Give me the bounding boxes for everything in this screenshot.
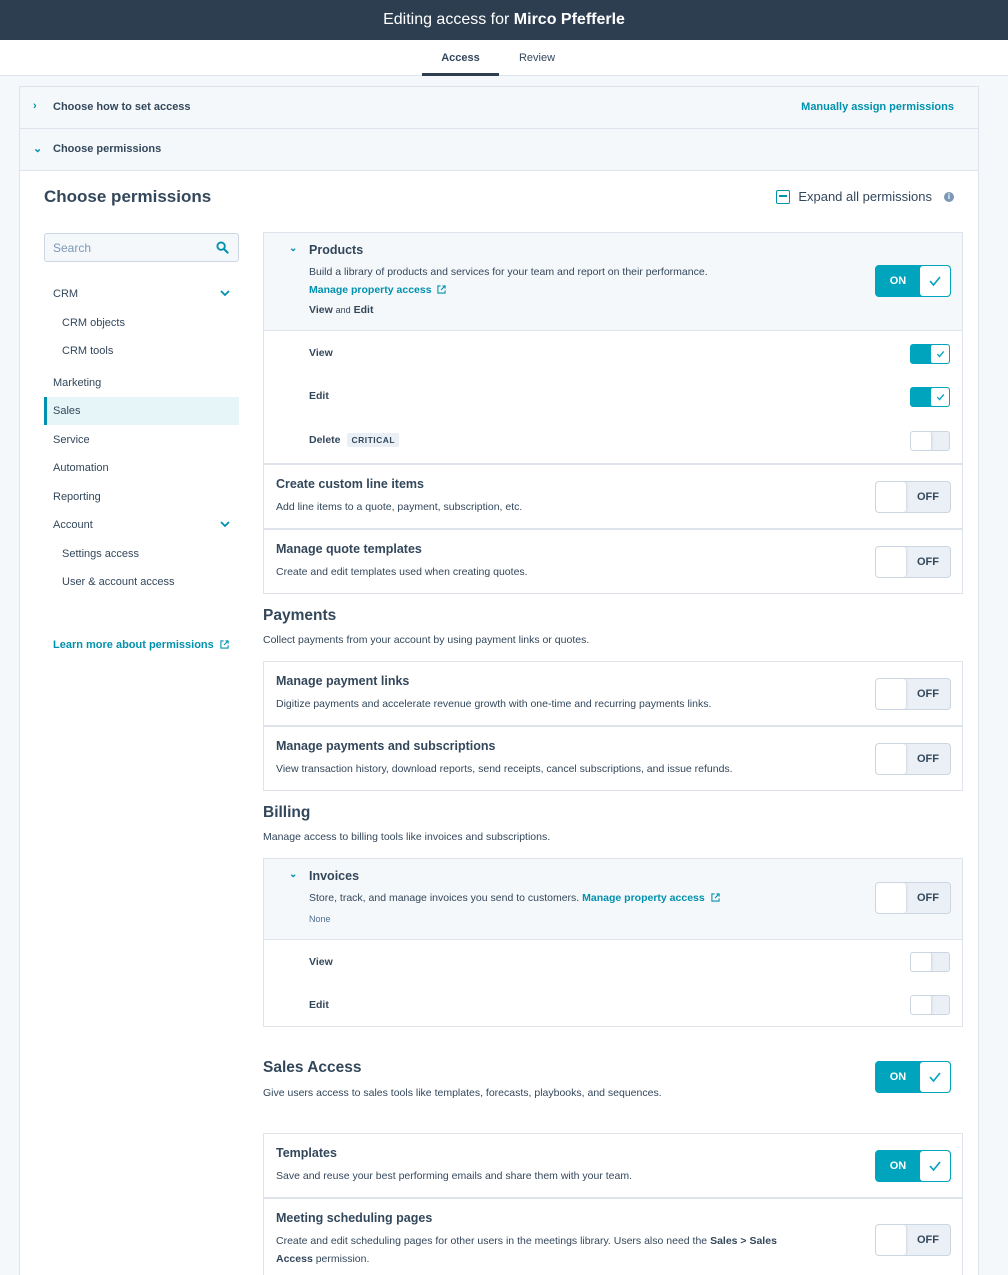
- payments-desc: Collect payments from your account by using payment links or quotes.: [263, 634, 590, 646]
- toggle-label: ON: [889, 1160, 907, 1172]
- toggle-label: OFF: [917, 753, 939, 765]
- sales-access-toggle[interactable]: [875, 1061, 951, 1093]
- custom-line-items-section: [263, 464, 963, 529]
- page-header: [0, 0, 1008, 40]
- custom-line-items-toggle[interactable]: [875, 481, 951, 513]
- invoices-view-row: [264, 939, 962, 983]
- toggle-label: ON: [889, 275, 907, 287]
- products-delete-toggle[interactable]: [910, 431, 950, 451]
- toggle-knob: [911, 953, 931, 971]
- payment-links-toggle[interactable]: [875, 678, 951, 710]
- toggle-label: OFF: [917, 556, 939, 568]
- toggle-knob: [911, 996, 931, 1014]
- toggle-label: ON: [889, 1071, 907, 1083]
- summary-and: and: [335, 305, 351, 315]
- sidebar-item-automation[interactable]: Automation: [53, 462, 109, 474]
- quote-templates-title: Manage quote templates: [276, 542, 422, 556]
- products-desc: Build a library of products and services for your team and report on their performance.: [309, 266, 708, 278]
- toggle-knob: [876, 679, 906, 709]
- invoices-view-toggle[interactable]: [910, 952, 950, 972]
- sidebar-item-crm-objects[interactable]: CRM objects: [62, 317, 125, 329]
- invoices-desc: Store, track, and manage invoices you send to customers.: [309, 892, 580, 904]
- search-input[interactable]: [45, 234, 205, 261]
- toggle-knob: [876, 547, 906, 577]
- manually-assign-link[interactable]: Manually assign permissions: [801, 101, 954, 113]
- external-link-icon: [711, 893, 720, 902]
- meeting-scheduling-toggle[interactable]: [875, 1224, 951, 1256]
- products-summary: [309, 304, 373, 316]
- expand-all-permissions[interactable]: [776, 189, 954, 204]
- summary-view: View: [309, 304, 333, 316]
- meeting-desc-2: permission.: [315, 1253, 370, 1265]
- chevron-down-icon: ⌄: [33, 143, 43, 155]
- sidebar-item-sales[interactable]: Sales: [44, 397, 239, 425]
- custom-line-items-desc: Add line items to a quote, payment, subscription, etc.: [276, 501, 523, 513]
- meeting-scheduling-section: [263, 1198, 963, 1275]
- chevron-right-icon: ›: [33, 100, 37, 112]
- invoices-property-link[interactable]: Manage property access: [582, 892, 705, 904]
- products-edit-toggle[interactable]: [910, 387, 950, 407]
- tab-bar: [0, 40, 1008, 76]
- invoices-desc-line: [309, 892, 720, 904]
- header-prefix: Editing access for: [383, 11, 510, 28]
- accordion-set-access[interactable]: [20, 87, 978, 129]
- expand-all-label: Expand all permissions: [798, 189, 932, 204]
- products-delete-row: [264, 418, 962, 463]
- meeting-desc-1: Create and edit scheduling pages for other users in the meetings library. Users also need the: [276, 1235, 708, 1247]
- templates-title: Templates: [276, 1146, 337, 1160]
- sidebar-item-marketing[interactable]: Marketing: [53, 377, 102, 389]
- quote-templates-section: [263, 529, 963, 594]
- quote-templates-desc: Create and edit templates used when creating quotes.: [276, 566, 528, 578]
- products-property-link[interactable]: [309, 284, 446, 296]
- invoices-toggle[interactable]: [875, 882, 951, 914]
- templates-toggle[interactable]: [875, 1150, 951, 1182]
- toggle-label: OFF: [917, 491, 939, 503]
- payment-links-desc: Digitize payments and accelerate revenue growth with one-time and recurring payments links.: [276, 698, 712, 710]
- toggle-label: OFF: [917, 892, 939, 904]
- sidebar-item-reporting[interactable]: Reporting: [53, 491, 101, 503]
- templates-section: [263, 1133, 963, 1198]
- meeting-scheduling-desc-line1: [276, 1235, 777, 1247]
- quote-templates-toggle[interactable]: [875, 546, 951, 578]
- check-icon: [931, 345, 949, 363]
- header-user-name: Mirco Pfefferle: [513, 11, 625, 28]
- check-icon: [920, 1062, 950, 1092]
- toggle-label: OFF: [917, 1234, 939, 1246]
- check-icon: [920, 266, 950, 296]
- chevron-down-icon: [220, 520, 230, 528]
- toggle-knob: [911, 432, 931, 450]
- external-link-icon: [220, 640, 229, 649]
- learn-more-link[interactable]: [53, 639, 229, 651]
- products-edit-row: [264, 374, 962, 418]
- summary-edit: Edit: [353, 304, 374, 316]
- billing-title: Billing: [263, 804, 311, 821]
- products-title: Products: [309, 243, 364, 257]
- chevron-down-icon[interactable]: ⌄: [289, 869, 298, 880]
- toggle-knob: [876, 1225, 906, 1255]
- toggle-knob: [876, 482, 906, 512]
- payments-title: Payments: [263, 607, 337, 624]
- toggle-knob: [876, 883, 906, 913]
- sidebar-item-service[interactable]: Service: [53, 434, 90, 446]
- chevron-down-icon[interactable]: ⌄: [289, 243, 298, 254]
- sidebar-item-crm-tools[interactable]: CRM tools: [62, 345, 114, 357]
- payments-subscriptions-toggle[interactable]: [875, 743, 951, 775]
- products-view-toggle[interactable]: [910, 344, 950, 364]
- invoices-edit-row: [264, 983, 962, 1026]
- meeting-scheduling-title: Meeting scheduling pages: [276, 1211, 433, 1225]
- info-icon[interactable]: i: [944, 192, 954, 202]
- permissions-card: [19, 86, 979, 1275]
- sales-access-title: Sales Access: [263, 1059, 362, 1076]
- accordion-set-access-label: Choose how to set access: [53, 101, 191, 113]
- external-link-icon: [437, 285, 446, 294]
- meeting-desc-bold: Sales > Sales: [710, 1235, 777, 1247]
- payments-subscriptions-desc: View transaction history, download reports, send receipts, cancel subscriptions, and issue refunds.: [276, 763, 733, 775]
- search-box: [44, 233, 239, 262]
- payments-subscriptions-title: Manage payments and subscriptions: [276, 739, 496, 753]
- sales-access-desc: Give users access to sales tools like templates, forecasts, playbooks, and sequences.: [263, 1087, 662, 1099]
- check-icon: [920, 1151, 950, 1181]
- tab-review[interactable]: Review: [518, 52, 556, 64]
- meeting-scheduling-desc-line2: [276, 1253, 369, 1265]
- payment-links-section: [263, 661, 963, 726]
- sidebar-item-label: Account: [53, 519, 93, 531]
- check-icon: [931, 388, 949, 406]
- meeting-desc-bold-2: Access: [276, 1253, 313, 1265]
- tab-access[interactable]: Access: [422, 40, 499, 76]
- products-toggle[interactable]: [875, 265, 951, 297]
- delete-label: Delete: [309, 434, 341, 446]
- products-section: [263, 232, 963, 464]
- chevron-down-icon: [220, 289, 230, 297]
- sidebar-item-label: CRM: [53, 288, 79, 300]
- search-icon[interactable]: [216, 241, 229, 254]
- payment-links-title: Manage payment links: [276, 674, 410, 688]
- invoices-summary: None: [309, 914, 331, 924]
- accordion-choose-permissions-label: Choose permissions: [53, 143, 162, 155]
- sidebar-item-crm[interactable]: [44, 280, 239, 308]
- accordion-choose-permissions[interactable]: [20, 129, 978, 171]
- sidebar-item-user-account-access[interactable]: User & account access: [62, 576, 175, 588]
- invoices-edit-label: Edit: [309, 999, 329, 1011]
- products-edit-label: Edit: [309, 390, 329, 402]
- sidebar-item-settings-access[interactable]: Settings access: [62, 548, 140, 560]
- toggle-knob: [876, 744, 906, 774]
- payments-subscriptions-section: [263, 726, 963, 791]
- products-view-label: View: [309, 347, 333, 359]
- products-delete-label: [309, 433, 399, 447]
- invoices-title: Invoices: [309, 869, 360, 883]
- templates-desc: Save and reuse your best performing emails and share them with your team.: [276, 1170, 633, 1182]
- learn-more-label: Learn more about permissions: [53, 639, 214, 651]
- invoices-section: [263, 858, 963, 1027]
- invoices-view-label: View: [309, 956, 333, 968]
- products-view-row: [264, 330, 962, 374]
- billing-desc: Manage access to billing tools like invoices and subscriptions.: [263, 831, 551, 843]
- custom-line-items-title: Create custom line items: [276, 477, 424, 491]
- expand-all-checkbox[interactable]: [776, 190, 790, 204]
- manage-property-access-link[interactable]: Manage property access: [309, 284, 432, 296]
- sidebar-item-account[interactable]: [44, 511, 239, 539]
- invoices-header: [264, 859, 962, 939]
- critical-badge: CRITICAL: [347, 433, 399, 447]
- products-header: [264, 233, 962, 330]
- page-title: Choose permissions: [44, 187, 212, 206]
- invoices-edit-toggle[interactable]: [910, 995, 950, 1015]
- toggle-label: OFF: [917, 688, 939, 700]
